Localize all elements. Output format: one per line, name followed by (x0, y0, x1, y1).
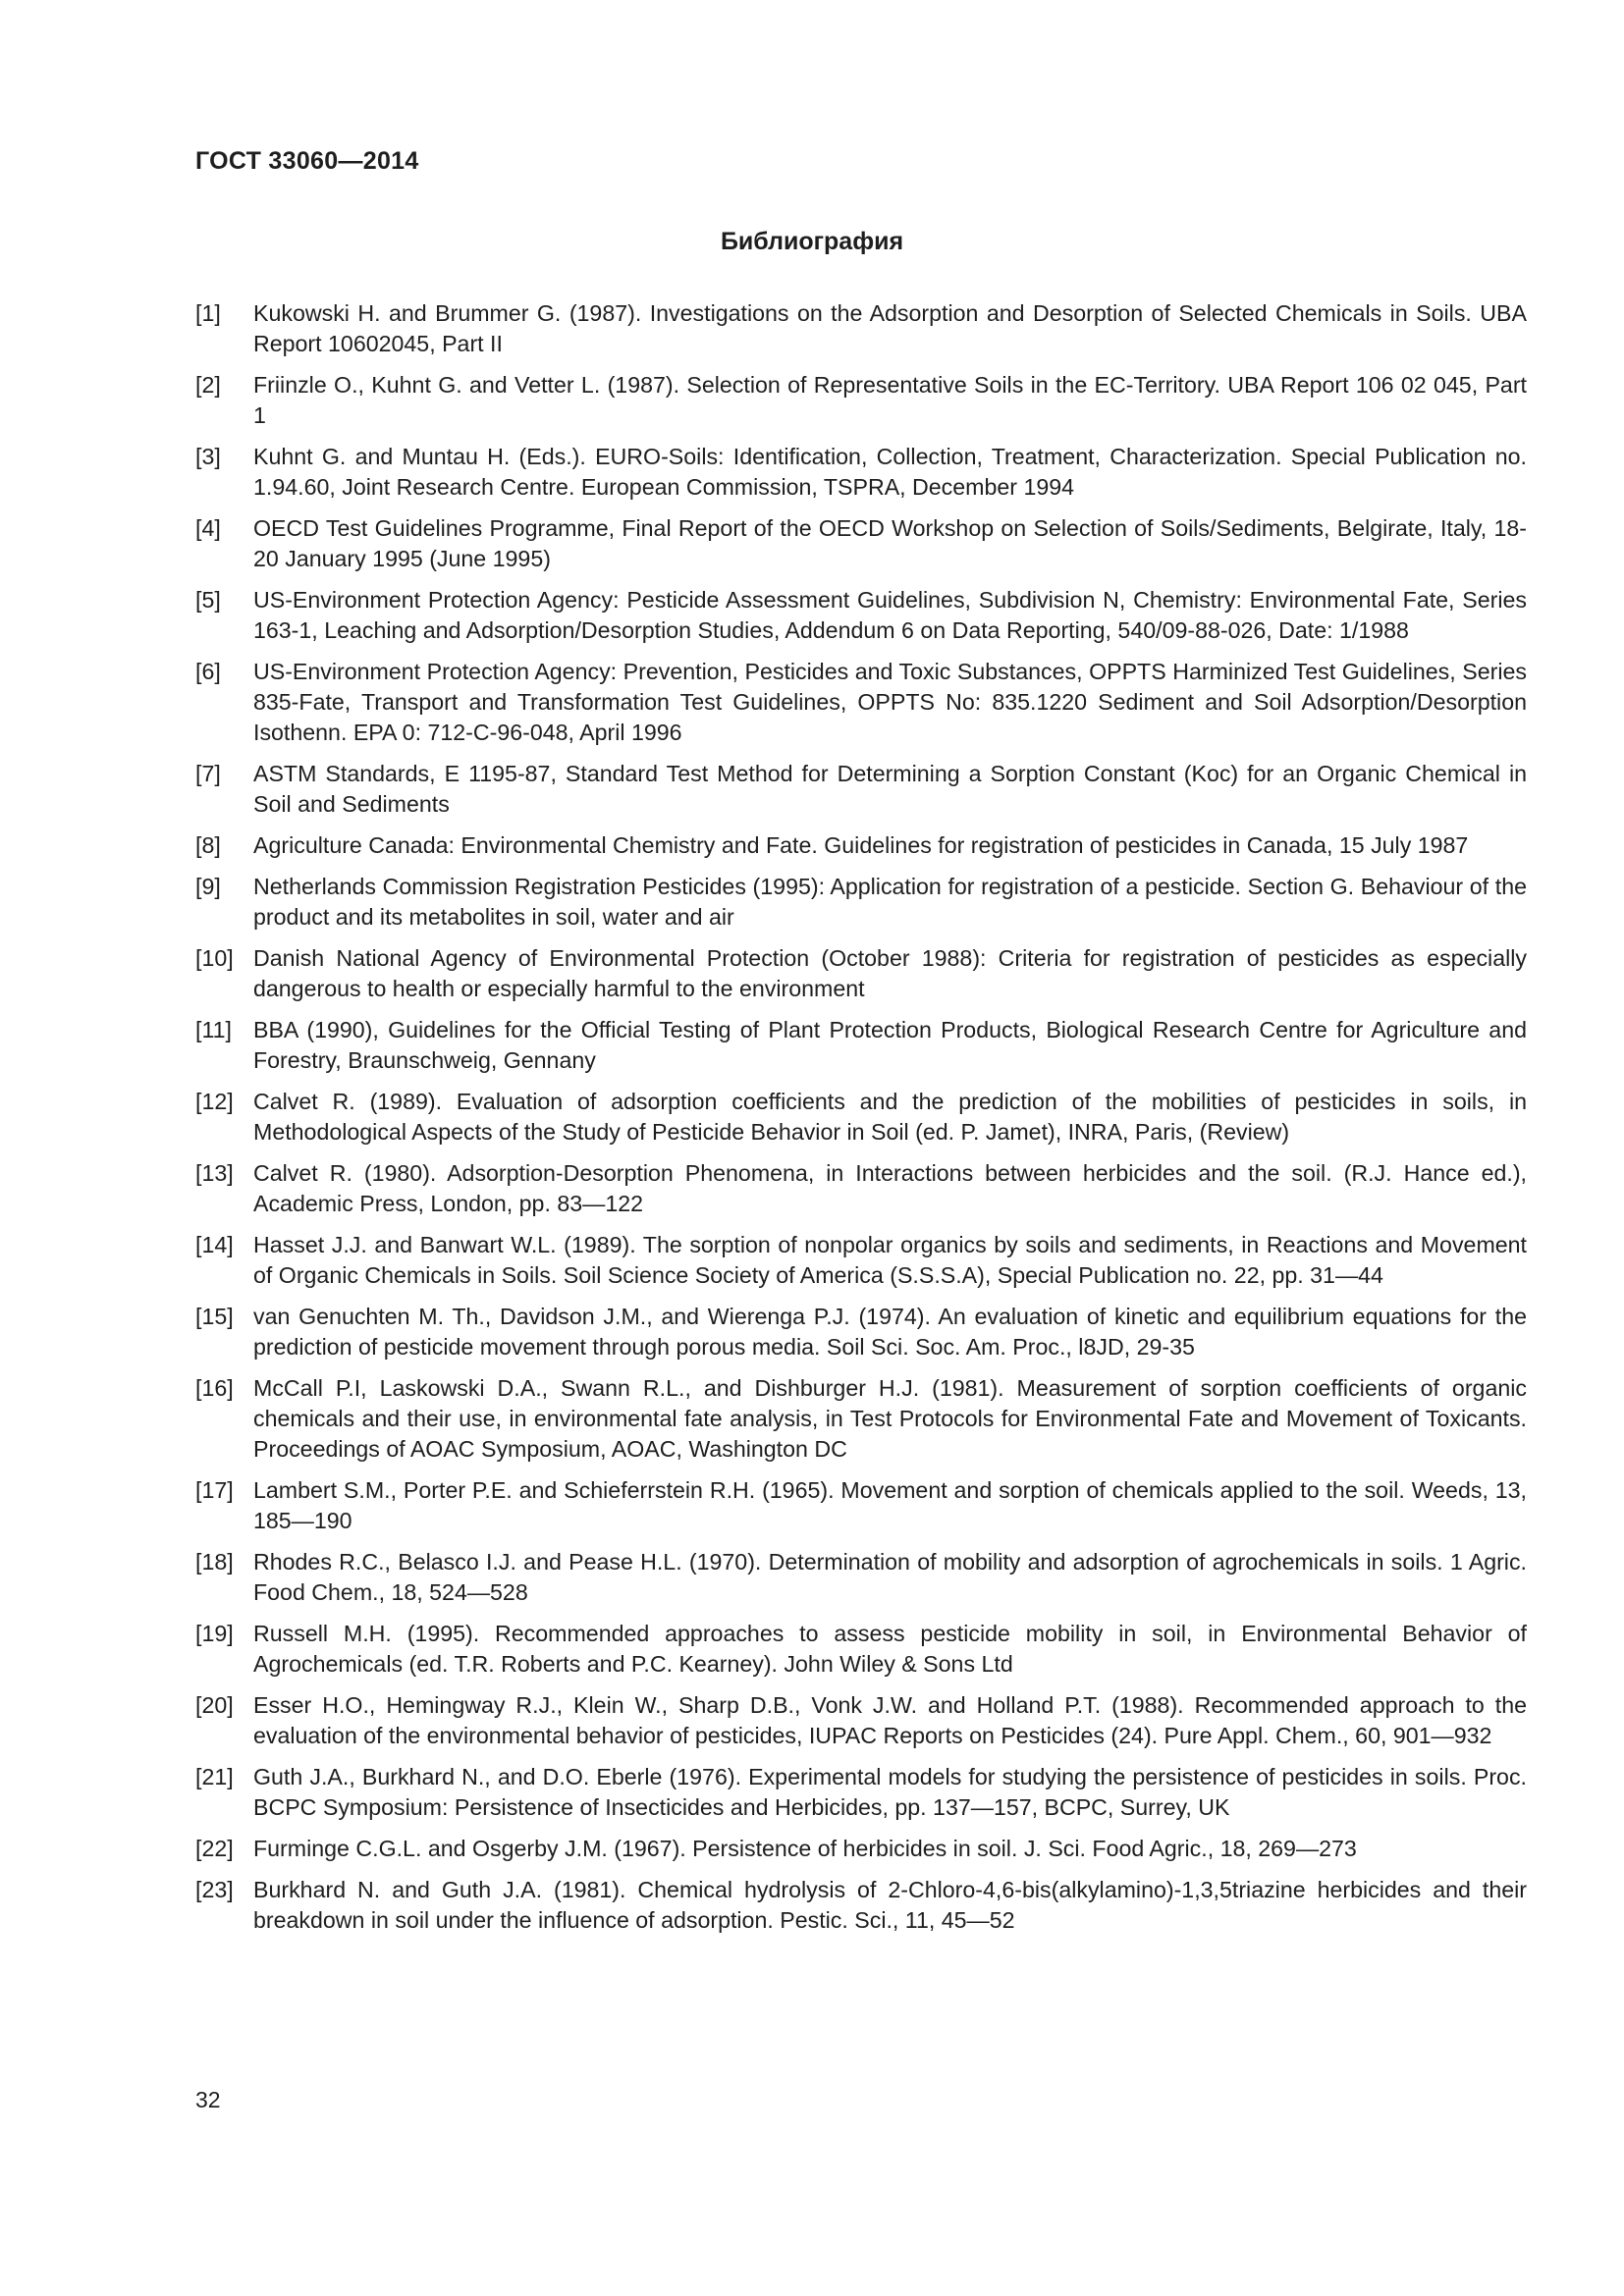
entry-number: [10] (195, 945, 234, 971)
bibliography-entry (195, 1834, 1527, 1864)
entry-number: [5] (195, 587, 221, 613)
bibliography-entry (195, 1015, 1527, 1076)
bibliography-entry (195, 1762, 1527, 1823)
entry-text: Hasset J.J. and Banwart W.L. (1989). The sorption of nonpolar organics by soils and sediments, in Reactions and Movement of Organic Chemicals in Soils. Soil Science Society of America (S.S.S.A), Special Publication no. 22, pp. 31—44 (253, 1232, 1527, 1288)
bibliography-entry (195, 1475, 1527, 1536)
entry-number: [2] (195, 372, 221, 398)
entry-text: Agriculture Canada: Environmental Chemistry and Fate. Guidelines for registration of pesticides in Canada, 15 July 1987 (253, 832, 1469, 858)
entry-number: [13] (195, 1160, 234, 1186)
page-number: 32 (195, 2087, 221, 2112)
bibliography-entry (195, 1875, 1527, 1936)
bibliography-entry (195, 1158, 1527, 1219)
bibliography-entry (195, 657, 1527, 748)
entry-number: [16] (195, 1375, 234, 1401)
entry-text: ASTM Standards, E 1195-87, Standard Test Method for Determining a Sorption Constant (Koc) for an Organic Chemical in Soil and Sediments (253, 761, 1527, 817)
entry-text: Furminge C.G.L. and Osgerby J.M. (1967). Persistence of herbicides in soil. J. Sci. Food Agric., 18, 269—273 (253, 1836, 1357, 1861)
bibliography-entry (195, 370, 1527, 431)
entry-text: McCall P.I, Laskowski D.A., Swann R.L., and Dishburger H.J. (1981). Measurement of sorption coefficients of organic chemicals and their use, in environmental fate analysis, in Test Protocols for Environmental Fate and Movement of Toxicants. Proceedings of AOAC Symposium, AOAC, Washington DC (253, 1375, 1527, 1462)
entry-text: Friinzle O., Kuhnt G. and Vetter L. (1987). Selection of Representative Soils in the EC-Territory. UBA Report 106 02 045, Part 1 (253, 372, 1527, 428)
document-code: ГОСТ 33060—2014 (195, 147, 419, 175)
entry-text: Lambert S.M., Porter P.E. and Schieferrstein R.H. (1965). Movement and sorption of chemicals applied to the soil. Weeds, 13, 185—190 (253, 1477, 1527, 1533)
bibliography-list (195, 298, 1527, 1947)
bibliography-entry (195, 872, 1527, 933)
entry-text: Esser H.O., Hemingway R.J., Klein W., Sharp D.B., Vonk J.W. and Holland P.T. (1988). Recommended approach to the evaluation of the environmental behavior of pesticides, IUPAC Reports on Pesticides (24). Pure Appl. Chem., 60, 901—932 (253, 1692, 1527, 1748)
bibliography-entry (195, 1302, 1527, 1362)
entry-number: [4] (195, 515, 221, 541)
entry-number: [3] (195, 444, 221, 469)
bibliography-entry (195, 442, 1527, 503)
page-title: Библиография (720, 228, 904, 255)
entry-text: US-Environment Protection Agency: Prevention, Pesticides and Toxic Substances, OPPTS Harminized Test Guidelines, Series 835-Fate, Transport and Transformation Test Guidelines, OPPTS No: 835.1220 Sediment and Soil Adsorption/Desorption Isothenn. EPA 0: 712-C-96-048, April 1996 (253, 659, 1527, 745)
bibliography-entry (195, 513, 1527, 574)
entry-number: [11] (195, 1017, 232, 1042)
entry-number: [22] (195, 1836, 234, 1861)
entry-number: [17] (195, 1477, 234, 1503)
bibliography-entry (195, 1619, 1527, 1680)
entry-number: [23] (195, 1877, 234, 1902)
entry-number: [6] (195, 659, 221, 684)
entry-text: Calvet R. (1989). Evaluation of adsorption coefficients and the prediction of the mobilities of pesticides in soils, in Methodological Aspects of the Study of Pesticide Behavior in Soil (ed. P. Jamet), INRA, Paris, (Review) (253, 1089, 1527, 1145)
bibliography-entry (195, 759, 1527, 820)
entry-number: [1] (195, 300, 221, 326)
entry-number: [20] (195, 1692, 234, 1718)
bibliography-entry (195, 1373, 1527, 1465)
entry-text: BBA (1990), Guidelines for the Official Testing of Plant Protection Products, Biological Research Centre for Agriculture and Forestry, Braunschweig, Gennany (253, 1017, 1527, 1073)
entry-text: Burkhard N. and Guth J.A. (1981). Chemical hydrolysis of 2-Chloro-4,6-bis(alkylamino)-1,3,5triazine herbicides and their breakdown in soil under the influence of adsorption. Pestic. Sci., 11, 45—52 (253, 1877, 1527, 1933)
entry-number: [9] (195, 874, 221, 899)
entry-text: OECD Test Guidelines Programme, Final Report of the OECD Workshop on Selection of Soils/Sediments, Belgirate, Italy, 18-20 January 1995 (June 1995) (253, 515, 1527, 571)
entry-number: [15] (195, 1304, 234, 1329)
entry-number: [19] (195, 1621, 234, 1646)
entry-text: van Genuchten M. Th., Davidson J.M., and Wierenga P.J. (1974). An evaluation of kinetic and equilibrium equations for the prediction of pesticide movement through porous media. Soil Sci. Soc. Am. Proc., l8JD, 29-35 (253, 1304, 1527, 1360)
entry-text: Netherlands Commission Registration Pesticides (1995): Application for registration of a pesticide. Section G. Behaviour of the product and its metabolites in soil, water and air (253, 874, 1527, 930)
bibliography-entry (195, 1230, 1527, 1291)
entry-text: Calvet R. (1980). Adsorption-Desorption Phenomena, in Interactions between herbicides and the soil. (R.J. Hance ed.), Academic Press, London, pp. 83—122 (253, 1160, 1527, 1216)
entry-number: [12] (195, 1089, 234, 1114)
entry-text: Kuhnt G. and Muntau H. (Eds.). EURO-Soils: Identification, Collection, Treatment, Characterization. Special Publication no. 1.94.60, Joint Research Centre. European Commission, TSPRA, December 1994 (253, 444, 1527, 500)
entry-number: [14] (195, 1232, 234, 1257)
bibliography-entry (195, 298, 1527, 359)
bibliography-entry (195, 943, 1527, 1004)
entry-text: Rhodes R.C., Belasco I.J. and Pease H.L. (1970). Determination of mobility and adsorption of agrochemicals in soils. 1 Agric. Food Chem., 18, 524—528 (253, 1549, 1527, 1605)
entry-text: Guth J.A., Burkhard N., and D.O. Eberle (1976). Experimental models for studying the persistence of pesticides in soils. Proc. BCPC Symposium: Persistence of Insecticides and Herbicides, pp. 137—157, BCPC, Surrey, UK (253, 1764, 1527, 1820)
entry-text: Danish National Agency of Environmental Protection (October 1988): Criteria for registration of pesticides as especially dangerous to health or especially harmful to the environment (253, 945, 1527, 1001)
entry-number: [18] (195, 1549, 234, 1575)
bibliography-entry (195, 1087, 1527, 1148)
bibliography-entry (195, 585, 1527, 646)
bibliography-entry (195, 830, 1527, 861)
entry-number: [8] (195, 832, 221, 858)
bibliography-entry (195, 1690, 1527, 1751)
entry-number: [7] (195, 761, 221, 786)
entry-number: [21] (195, 1764, 234, 1789)
entry-text: Kukowski H. and Brummer G. (1987). Investigations on the Adsorption and Desorption of Selected Chemicals in Soils. UBA Report 10602045, Part II (253, 300, 1527, 356)
bibliography-entry (195, 1547, 1527, 1608)
entry-text: Russell M.H. (1995). Recommended approaches to assess pesticide mobility in soil, in Environmental Behavior of Agrochemicals (ed. T.R. Roberts and P.C. Kearney). John Wiley & Sons Ltd (253, 1621, 1527, 1677)
entry-text: US-Environment Protection Agency: Pesticide Assessment Guidelines, Subdivision N, Chemistry: Environmental Fate, Series 163-1, Leaching and Adsorption/Desorption Studies, Addendum 6 on Data Reporting, 540/09-88-026, Date: 1/1988 (253, 587, 1527, 643)
